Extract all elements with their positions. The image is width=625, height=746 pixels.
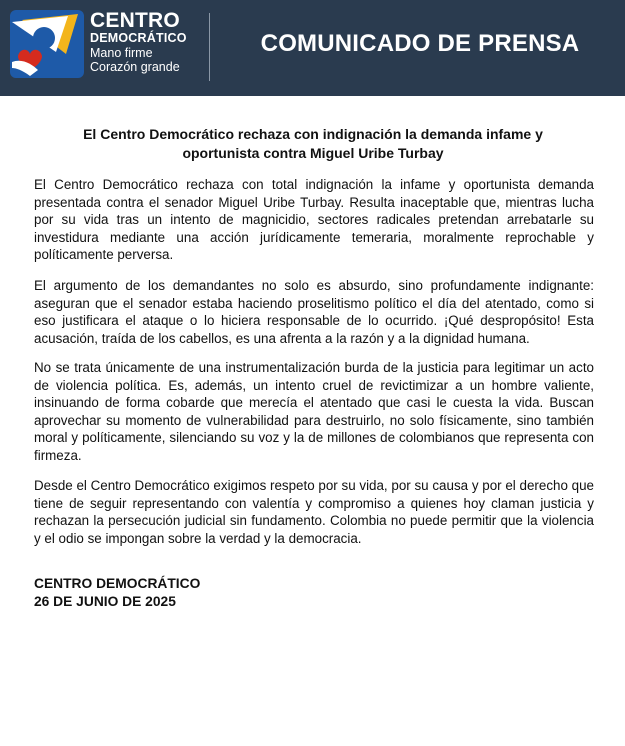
brand-text xyxy=(90,10,187,74)
brand-tagline-1: Mano firme xyxy=(90,46,153,60)
centro-democratico-logo-icon xyxy=(8,8,86,80)
document-title-line2: oportunista contra Miguel Uribe Turbay xyxy=(182,145,444,161)
press-release-title: COMUNICADO DE PRENSA xyxy=(260,30,580,57)
paragraph-1: El Centro Democrático rechaza con total indignación la infame y oportunista demanda presentada contra el senador Miguel Uribe Turbay. Resulta inaceptable que, mientras lucha por su vida tras un intento de magnicidio, sectores radicales pretendan arrebatarle su investidura mediante una acción jurídicamente temeraria, moralmente reprochable y políticamente perversa. xyxy=(34,177,594,263)
paragraph-4: Desde el Centro Democrático exigimos respeto por su vida, por su causa y por el derecho que tiene de seguir representando con valentía y compromiso a quienes hoy claman justicia y rechazan la persecución judicial sin fundamento. Colombia no puede permitir que la violencia y el odio se impongan sobre la verdad y la democracia. xyxy=(34,478,594,546)
brand-name-line1: CENTRO xyxy=(90,9,180,32)
press-header xyxy=(0,0,625,96)
signature-block xyxy=(34,575,200,611)
paragraph-3: No se trata únicamente de una instrumentalización burda de la justicia para legitimar un acto de violencia política. Es, además, un intento cruel de revictimizar a un hombre valiente, insinuando de forma cobarde que merecía el atentado que casi le cuesta la vida. Buscan aprovechar su momento de vulnerabilidad para destruirlo, no solo físicamente, sino también moral y políticamente, silenciando su voz y la de millones de colombianos que representa con firmeza. xyxy=(34,360,594,463)
signature-name: CENTRO DEMOCRÁTICO xyxy=(34,576,201,591)
brand-name-line2: DEMOCRÁTICO xyxy=(90,31,187,45)
header-divider xyxy=(209,13,210,81)
document-title-line1: El Centro Democrático rechaza con indignación la demanda infame y xyxy=(83,126,543,142)
brand-tagline-2: Corazón grande xyxy=(90,60,180,74)
signature-date: 26 DE JUNIO DE 2025 xyxy=(34,594,176,609)
document-title xyxy=(40,125,586,163)
paragraph-2: El argumento de los demandantes no solo es absurdo, sino profundamente indignante: aseguran que el senador estaba haciendo proselitismo político el día del atentado, como si eso justificara el ataque o lo hiciera responsable de lo ocurrido. ¡Qué despropósito! Esta acusación, traída de los cabellos, es una afrenta a la razón y a la dignidad humana. xyxy=(34,278,594,346)
